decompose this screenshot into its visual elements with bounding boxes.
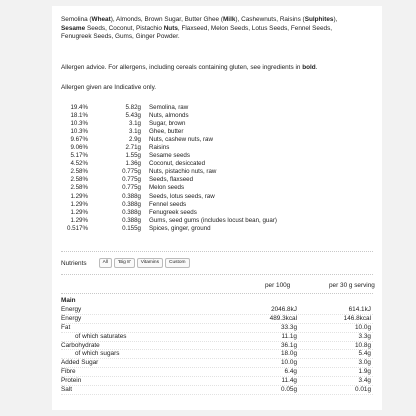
nutrition-row: [61, 306, 373, 315]
composition-weight: 2.71g: [125, 144, 141, 152]
nutrient-per-100g: 0.05g: [281, 386, 297, 394]
composition-percent: 2.58%: [70, 176, 88, 184]
composition-percent: 9.06%: [70, 144, 88, 152]
composition-percent: 5.17%: [70, 152, 88, 160]
composition-row: [61, 168, 371, 176]
composition-weight: 0.775g: [122, 176, 141, 184]
ingredients-fragment: Semolina (: [61, 16, 92, 23]
section-label-main: Main: [61, 297, 76, 304]
ingredients-text: [61, 16, 374, 42]
nutrient-label: Salt: [61, 386, 73, 394]
tab-big-8[interactable]: 'Big 8': [114, 258, 135, 268]
ingredients-fragment: Seeds, Coconut, Pistachio: [85, 24, 164, 32]
nutrients-header: [61, 258, 192, 268]
composition-name: Nuts, pistachio nuts, raw: [149, 168, 217, 176]
composition-weight: 5.43g: [125, 112, 141, 120]
composition-row: [61, 112, 371, 120]
nutrition-row: [61, 386, 373, 395]
nutrient-per-100g: 489.3kcal: [269, 314, 297, 322]
nutrient-per-100g: 36.1g: [281, 341, 297, 349]
nutrient-label: Protein: [61, 377, 82, 385]
nutrition-row: [61, 324, 373, 333]
composition-percent: 1.29%: [70, 200, 88, 208]
nutrient-label: Energy: [61, 314, 82, 322]
nutrient-label: of which saturates: [75, 332, 127, 340]
allergen-indicative-note: Allergen given are Indicative only.: [61, 84, 157, 91]
composition-name: Fennel seeds: [149, 200, 187, 208]
nutrient-per-100g: 33.3g: [281, 323, 297, 331]
composition-percent: 1.29%: [70, 208, 88, 216]
composition-percent: 18.1%: [70, 112, 88, 120]
column-header-per-serving: per 30 g serving: [329, 282, 375, 289]
composition-name: Spices, ginger, ground: [149, 224, 211, 232]
composition-name: Raisins: [149, 144, 170, 152]
allergen-wheat: Wheat: [91, 16, 111, 23]
composition-list: [61, 104, 371, 233]
composition-row: [61, 184, 371, 192]
composition-name: Sugar, brown: [149, 120, 186, 128]
composition-percent: 9.67%: [70, 136, 88, 144]
composition-percent: 2.58%: [70, 168, 88, 176]
ingredients-fragment: ),: [333, 16, 338, 23]
nutrient-label: Energy: [61, 306, 82, 313]
tab-vitamins[interactable]: Vitamins: [137, 258, 163, 268]
nutrient-per-100g: 10.0g: [281, 359, 297, 367]
composition-percent: 0.517%: [67, 224, 88, 232]
composition-percent: 4.52%: [70, 160, 88, 168]
composition-weight: 5.82g: [125, 104, 141, 111]
divider: [61, 274, 373, 275]
allergen-milk: Milk: [222, 16, 236, 23]
column-header-per-100g: per 100g: [265, 282, 291, 289]
nutrient-label: Added Sugar: [61, 359, 99, 367]
nutrition-row: [61, 377, 373, 386]
allergen-advice-bold: bold: [302, 64, 316, 71]
nutrient-per-100g: 11.1g: [281, 332, 297, 340]
nutrition-row: [61, 350, 373, 359]
ingredients-fragment: , Flaxseed, Melon Seeds, Lotus Seeds, Fennel Seeds,: [177, 24, 333, 32]
composition-row: [61, 144, 371, 152]
composition-row: [61, 176, 371, 184]
nutrient-per-serving: 0.01g: [355, 386, 371, 394]
composition-weight: 0.775g: [122, 184, 141, 192]
composition-row: [61, 104, 371, 112]
composition-weight: 3.1g: [128, 128, 141, 136]
composition-weight: 0.388g: [122, 200, 141, 208]
nutrient-per-serving: 10.8g: [355, 341, 371, 349]
composition-row: [61, 152, 371, 160]
nutrition-table: [61, 306, 373, 395]
nutrient-per-serving: 614.1kJ: [348, 306, 371, 313]
composition-weight: 3.1g: [128, 120, 141, 128]
nutrient-per-100g: 2046.8kJ: [271, 306, 297, 313]
composition-row: [61, 225, 371, 233]
composition-row: [61, 160, 371, 168]
nutrients-title: Nutrients: [61, 259, 87, 267]
recipe-card: [52, 6, 382, 410]
composition-percent: 10.3%: [70, 120, 88, 128]
composition-name: Gums, seed gums (includes locust bean, guar): [149, 216, 277, 224]
composition-percent: 2.58%: [70, 184, 88, 192]
composition-row: [61, 209, 371, 217]
composition-name: Coconut, desiccated: [149, 160, 206, 168]
composition-weight: 0.388g: [122, 216, 141, 224]
composition-weight: 0.775g: [122, 168, 141, 176]
composition-percent: 19.4%: [70, 104, 88, 111]
composition-name: Semolina, raw: [149, 104, 189, 111]
composition-percent: 1.29%: [70, 216, 88, 224]
composition-weight: 0.155g: [122, 224, 141, 232]
composition-weight: 1.36g: [125, 160, 141, 168]
composition-weight: 2.9g: [128, 136, 141, 144]
nutrient-label: of which sugars: [75, 350, 120, 358]
tab-all[interactable]: All: [99, 258, 112, 268]
composition-name: Seeds, flaxseed: [149, 176, 194, 184]
allergen-sulphites: Sulphites: [304, 16, 334, 23]
composition-row: [61, 201, 371, 209]
divider: [61, 293, 373, 294]
nutrient-per-serving: 146.8kcal: [343, 314, 371, 322]
nutrient-per-serving: 10.0g: [355, 323, 371, 331]
composition-row: [61, 193, 371, 201]
nutrient-per-100g: 11.4g: [281, 377, 297, 385]
allergen-advice-text: Allergen advice. For allergens, including cereals containing gluten, see ingredients in: [61, 64, 303, 71]
composition-name: Nuts, almonds: [149, 112, 189, 120]
allergen-nuts: Nuts: [163, 24, 178, 32]
ingredients-fragment: Fenugreek Seeds, Gums, Ginger Powder.: [61, 33, 180, 41]
composition-name: Seeds, lotus seeds, raw: [149, 192, 215, 200]
composition-row: [61, 128, 371, 136]
nutrition-row: [61, 359, 373, 368]
allergen-advice-period: .: [315, 64, 318, 71]
ingredients-fragment: ), Cashewnuts, Raisins (: [235, 16, 305, 23]
composition-weight: 1.55g: [125, 152, 141, 160]
composition-name: Fenugreek seeds: [149, 208, 197, 216]
nutrient-per-serving: 1.9g: [358, 368, 371, 376]
composition-name: Ghee, butter: [149, 128, 184, 136]
nutrient-per-100g: 18.0g: [281, 350, 297, 358]
tab-custom[interactable]: Custom: [165, 258, 190, 268]
nutrient-per-serving: 3.3g: [358, 332, 371, 340]
nutrient-per-100g: 6.4g: [284, 368, 297, 376]
allergen-advice: [61, 64, 318, 71]
ingredients-fragment: ), Almonds, Brown Sugar, Butter Ghee (: [110, 16, 223, 23]
nutrient-per-serving: 3.0g: [358, 359, 371, 367]
composition-row: [61, 136, 371, 144]
composition-percent: 1.29%: [70, 192, 88, 200]
nutrition-row: [61, 333, 373, 342]
nutrition-row: [61, 315, 373, 324]
nutrient-label: Carbohydrate: [61, 341, 100, 349]
composition-weight: 0.388g: [122, 208, 141, 216]
nutrient-label: Fibre: [61, 368, 76, 376]
composition-name: Sesame seeds: [149, 152, 190, 160]
composition-row: [61, 120, 371, 128]
nutrient-label: Fat: [61, 323, 71, 331]
nutrient-per-serving: 3.4g: [358, 377, 371, 385]
composition-name: Nuts, cashew nuts, raw: [149, 136, 213, 144]
composition-percent: 10.3%: [70, 128, 88, 136]
composition-name: Melon seeds: [149, 184, 185, 192]
allergen-sesame: Sesame: [61, 24, 86, 32]
nutrition-row: [61, 368, 373, 377]
composition-weight: 0.388g: [122, 192, 141, 200]
divider: [61, 251, 373, 252]
nutrition-row: [61, 342, 373, 351]
composition-row: [61, 217, 371, 225]
nutrient-per-serving: 5.4g: [358, 350, 371, 358]
